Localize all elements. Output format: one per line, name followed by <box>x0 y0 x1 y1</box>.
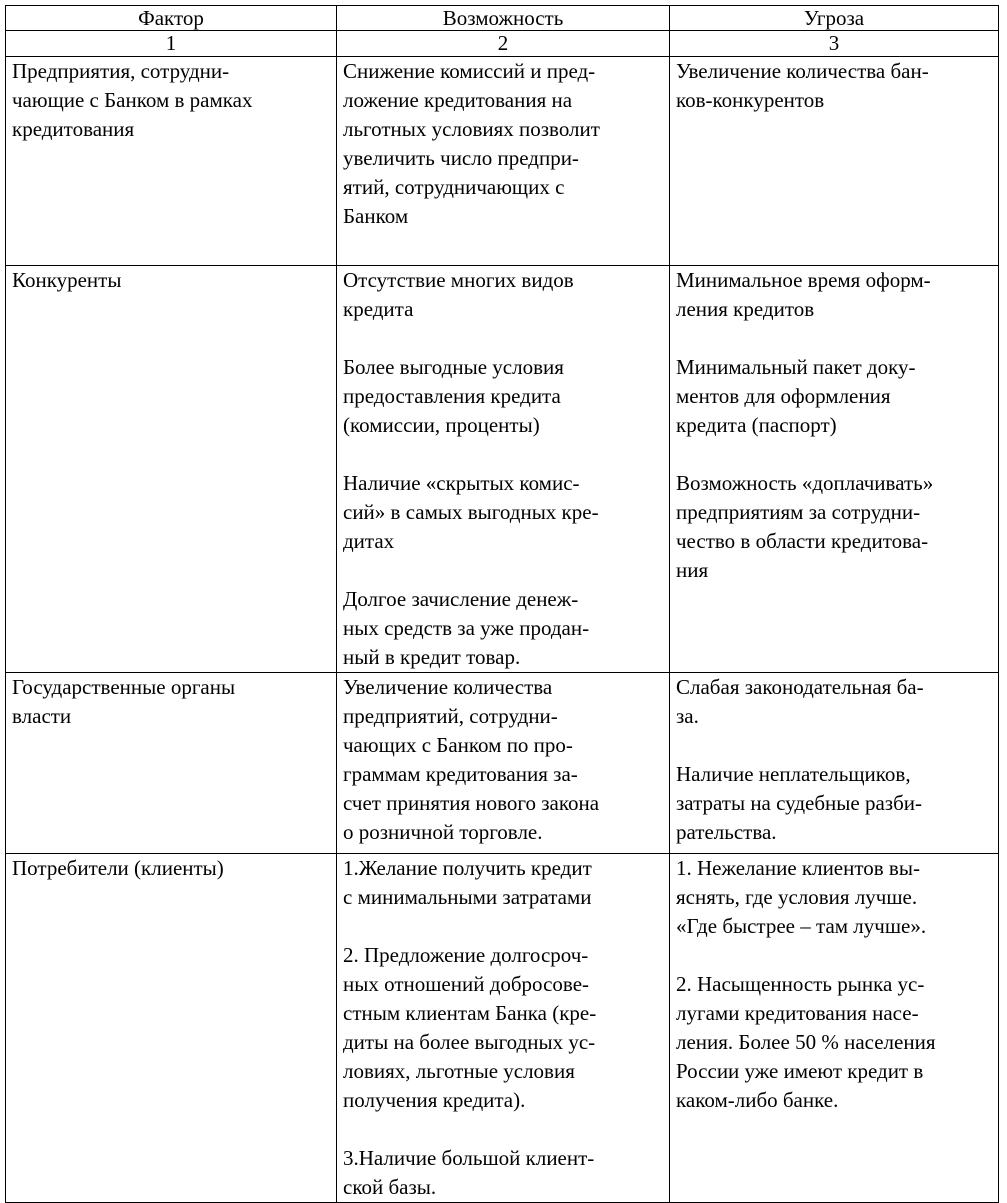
factor-cell: Потребители (клиенты) <box>6 854 337 1203</box>
opportunity-cell: 1.Желание получить кредит с минимальными затратами 2. Предложение долгосроч- ных отношений добросове- стным клиентам Банка (кре- диты на более выгодных ус- ловиях, льготные условия получения кредита). 3.Наличие большой клиент- ской базы. <box>337 854 670 1203</box>
header-row <box>6 6 999 31</box>
opportunity-cell: Увеличение количества предприятий, сотрудни- чающих с Банком по про- граммам кредитования за- счет принятия нового закона о розничной торговле. <box>337 673 670 854</box>
table-row-enterprises <box>6 57 999 266</box>
header-threat: Угроза <box>670 6 999 31</box>
column-number-2: 2 <box>337 31 670 57</box>
threat-cell: Увеличение количества бан- ков-конкурентов <box>670 57 999 266</box>
swot-table <box>5 5 999 1203</box>
column-number-1: 1 <box>6 31 337 57</box>
table-row-competitors <box>6 266 999 673</box>
header-factor: Фактор <box>6 6 337 31</box>
factor-cell: Государственные органы власти <box>6 673 337 854</box>
table-row-consumers <box>6 854 999 1203</box>
factor-cell: Предприятия, сотрудни- чающие с Банком в рамках кредитования <box>6 57 337 266</box>
table-row-government <box>6 673 999 854</box>
threat-cell: 1. Нежелание клиентов вы- яснять, где условия лучше. «Где быстрее – там лучше». 2. Насыщенность рынка ус- лугами кредитования насе- ления. Более 50 % населения России уже имеют кредит в каком-либо банке. <box>670 854 999 1203</box>
threat-cell: Слабая законодательная ба- за. Наличие неплательщиков, затраты на судебные разби- рательства. <box>670 673 999 854</box>
table-caption-cropped <box>330 0 690 4</box>
header-opportunity: Возможность <box>337 6 670 31</box>
column-number-row <box>6 31 999 57</box>
threat-cell: Минимальное время оформ- ления кредитов Минимальный пакет доку- ментов для оформления кредита (паспорт) Возможность «доплачивать» предприятиям за сотрудни- чество в области кредитова- ния <box>670 266 999 673</box>
column-number-3: 3 <box>670 31 999 57</box>
opportunity-cell: Отсутствие многих видов кредита Более выгодные условия предоставления кредита (комиссии, проценты) Наличие «скрытых комис- сий» в самых выгодных кре- дитах Долгое зачисление денеж- ных средств за уже продан- ный в кредит товар. <box>337 266 670 673</box>
factor-cell: Конкуренты <box>6 266 337 673</box>
opportunity-cell: Снижение комиссий и пред- ложение кредитования на льготных условиях позволит увеличить число предпри- ятий, сотрудничающих с Банком <box>337 57 670 266</box>
